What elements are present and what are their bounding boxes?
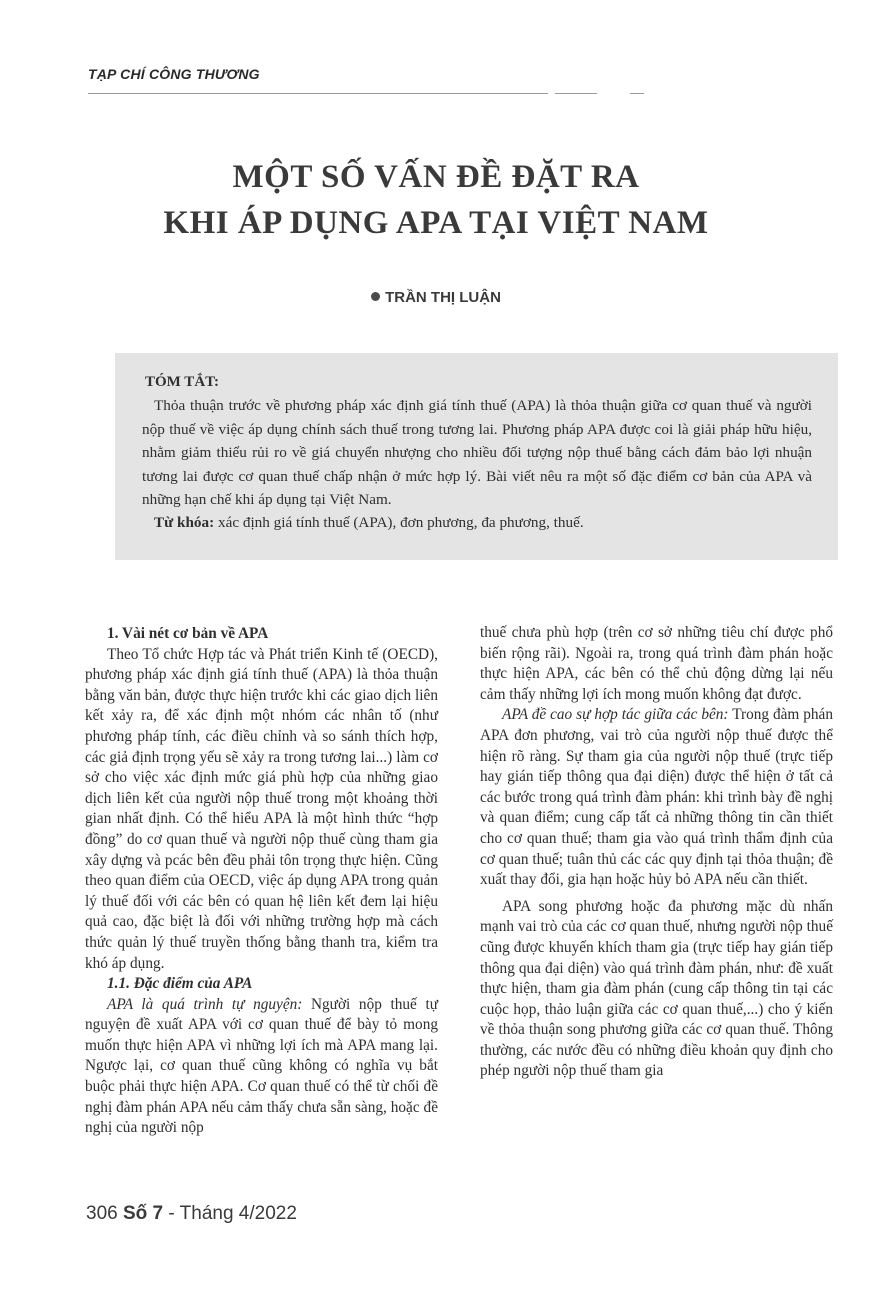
paragraph: APA song phương hoặc đa phương mặc dù nhấn mạnh vai trò của các cơ quan thuế, nhưng người nộp thuế cũng được khuyến khích tham gia (trực tiếp hay gián tiếp thông qua đại diện) vào quá trình đàm phán, như: đề xuất thực hiện, tham gia đàm phán (cung cấp thông tin tại các cuộc họp, thảo luận giữa các cơ quan thuế,...) cho ý kiến về thỏa thuận song phương giữa các cơ quan thuế. Thông thường, các nước đều có những điều khoản quy định cho phép người nộp thuế tham gia: [480, 897, 833, 1080]
abstract-body: Thỏa thuận trước về phương pháp xác định giá tính thuế (APA) là thỏa thuận giữa cơ quan thuế và người nộp thuế về việc áp dụng chính sách thuế trong tương lai. Phương pháp APA được coi là giải pháp hữu hiệu, nhằm giảm thiểu rủi ro về giá chuyển nhượng cho nhiều đối tượng nộp thuế bằng cách đảm bảo lợi nhuận tương lai được cơ quan thuế chấp nhận ở mức hợp lý. Bài viết nêu ra một số đặc điểm cơ bản của APA và những hạn chế khi áp dụng tại Việt Nam.: [142, 397, 812, 509]
abstract-box: [115, 353, 838, 560]
right-column: [480, 623, 833, 1082]
page-footer: [86, 1203, 297, 1225]
bullet-icon: [371, 292, 380, 301]
left-column: [85, 624, 438, 1139]
header-rule-segment: [630, 93, 644, 94]
title-line-2: KHI ÁP DỤNG APA TẠI VIỆT NAM: [163, 205, 709, 241]
title-line-1: MỘT SỐ VẤN ĐỀ ĐẶT RA: [232, 159, 640, 195]
issue-date: - Tháng 4/2022: [163, 1203, 297, 1224]
issue-number: Số 7: [122, 1203, 164, 1224]
paragraph: thuế chưa phù hợp (trên cơ sở những tiêu chí được phổ biến rộng rãi). Ngoài ra, trong quá trình đàm phán hoặc thực hiện APA, các bên có thể chủ động dừng lại nếu cảm thấy những lợi ích mong muốn không đạt được.: [480, 624, 833, 703]
article-title: [0, 154, 872, 246]
paragraph: Theo Tổ chức Hợp tác và Phát triển Kinh tế (OECD), phương pháp xác định giá tính thuế (APA) là thỏa thuận bằng văn bản, được thực hiện trước khi các giao dịch liên kết xảy ra, để xác định một nhóm các nhân tố (như phương pháp tính, các điều chỉnh và so sánh thích hợp, các giả định trọng yếu sẽ xảy ra trong tương lai...) làm cơ sở cho việc xác định mức giá phù hợp của những giao dịch liên kết của người nộp thuế trong một khoảng thời gian nhất định. Có thể hiểu APA là một hình thức “hợp đồng” do cơ quan thuế và người nộp thuế cùng tham gia xây dựng và pcác bên đều phải tôn trọng thực hiện. Cũng theo quan điểm của OECD, việc áp dụng APA trong quản lý thuế đối với các bên có quan hệ liên kết đem lại hiệu quả cao, đặc biệt là đối với những trường hợp mà cách thức quản lý thuế truyền thống bằng thanh tra, kiểm tra khó áp dụng.: [85, 645, 438, 972]
paragraph-lead: APA đề cao sự hợp tác giữa các bên:: [502, 706, 729, 724]
abstract-keywords: [154, 511, 812, 534]
header-rule-segment: [555, 93, 597, 94]
author-name: TRẦN THỊ LUẬN: [385, 289, 501, 306]
keywords-text: xác định giá tính thuế (APA), đơn phương, đa phương, thuế.: [214, 514, 584, 532]
header-rule: [88, 93, 548, 94]
paragraph: [85, 995, 438, 1139]
paragraph: [480, 705, 833, 890]
paragraph-text: Người nộp thuế tự nguyện đề xuất APA với cơ quan thuế để bày tỏ mong muốn thực hiện APA vì những lợi ích mà APA mang lại. Ngược lại, cơ quan thuế cũng không có nghĩa vụ bắt buộc phải thực hiện APA. Cơ quan thuế có thể từ chối đề nghị đàm phán APA nếu cảm thấy chưa sẵn sàng, hoặc đề nghị của người nộp: [85, 995, 438, 1137]
keywords-label: Từ khóa:: [154, 514, 215, 532]
paragraph-lead: APA là quá trình tự nguyện:: [107, 995, 303, 1013]
journal-header: TẠP CHÍ CÔNG THƯƠNG: [88, 66, 260, 82]
paragraph-text: Trong đàm phán APA đơn phương, vai trò của người nộp thuế được thể hiện rõ ràng. Sự tham gia của người nộp thuế (trực tiếp hay gián tiếp thông qua đại diện) được thể hiện ở tất cả các bước trong quá trình đàm phán: khi trình bày đề nghị và quan điểm; cung cấp tất cả những thông tin cần thiết cho cơ quan thuế; tham gia vào quá trình thẩm định của cơ quan thuế; tuân thủ các các quy định tại thỏa thuận; đề xuất thay đổi, gia hạn hoặc hủy bỏ APA nếu cần thiết.: [480, 706, 833, 889]
page-number: 306: [86, 1203, 118, 1224]
section-heading: 1. Vài nét cơ bản về APA: [107, 625, 269, 642]
subsection-heading: 1.1. Đặc điểm của APA: [107, 975, 253, 993]
abstract-heading: TÓM TẮT:: [145, 374, 220, 390]
author-byline: [0, 289, 872, 306]
